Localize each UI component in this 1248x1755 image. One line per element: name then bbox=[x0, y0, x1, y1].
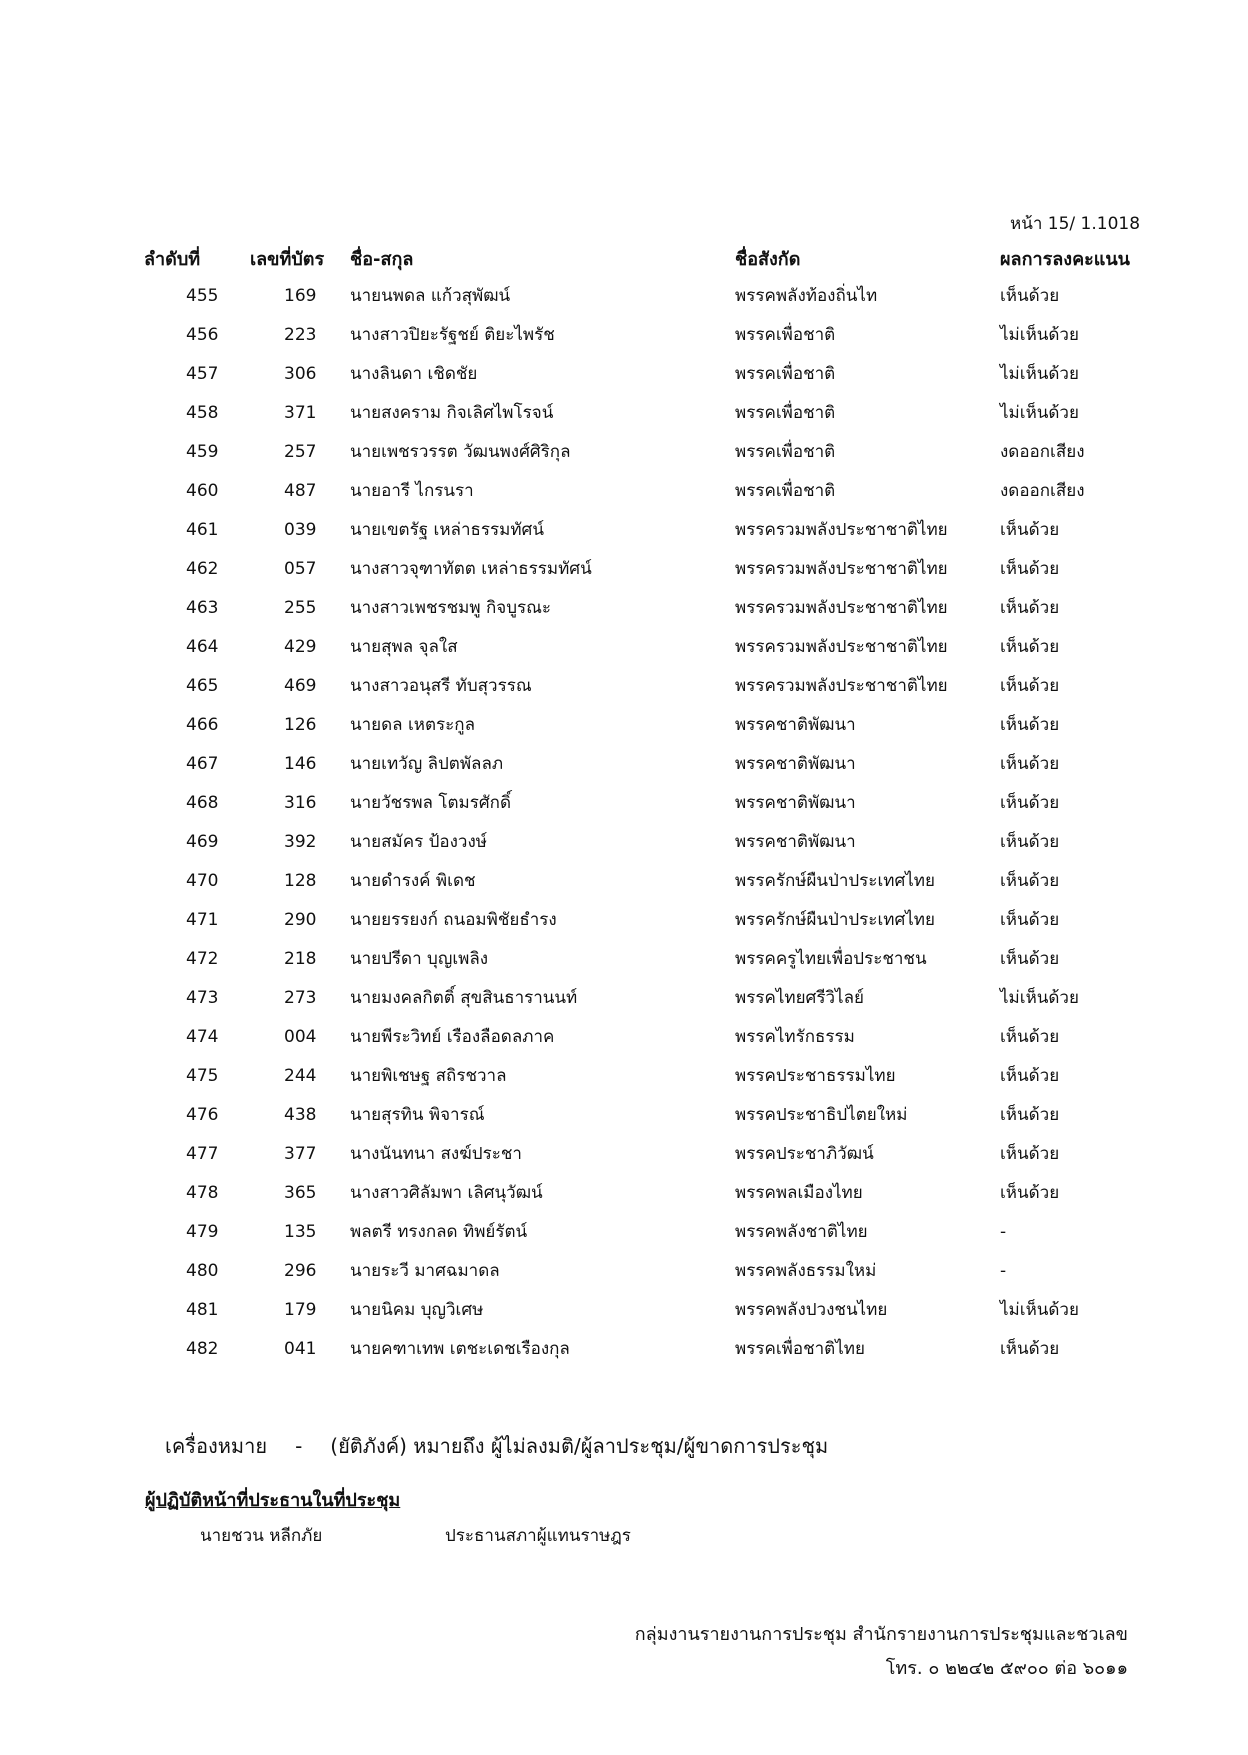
footer-phone: โทร. ๐ ๒๒๔๒ ๕๙๐๐ ต่อ ๖๐๑๑ bbox=[885, 1658, 1128, 1679]
cell-vote: เห็นด้วย bbox=[1000, 286, 1060, 306]
cell-card-number: 273 bbox=[284, 987, 317, 1008]
cell-name: นายเขตรัฐ เหล่าธรรมทัศน์ bbox=[350, 520, 544, 540]
cell-seq: 462 bbox=[186, 558, 219, 579]
footer bbox=[635, 1618, 1128, 1686]
cell-seq: 461 bbox=[186, 519, 219, 540]
cell-name: นางสาวอนุสรี ทับสุวรรณ bbox=[350, 676, 532, 696]
officer-position: ประธานสภาผู้แทนราษฎร bbox=[445, 1526, 631, 1546]
cell-card-number: 487 bbox=[284, 480, 317, 501]
table-row bbox=[140, 315, 1180, 354]
table-row bbox=[140, 744, 1180, 783]
cell-name: นางสาวศิลัมพา เลิศนุวัฒน์ bbox=[350, 1183, 543, 1203]
cell-seq: 474 bbox=[186, 1026, 219, 1047]
cell-seq: 473 bbox=[186, 987, 219, 1008]
cell-vote: ไม่เห็นด้วย bbox=[1000, 364, 1079, 384]
cell-seq: 478 bbox=[186, 1182, 219, 1203]
cell-party: พรรคประชาธรรมไทย bbox=[735, 1066, 896, 1086]
table-row bbox=[140, 861, 1180, 900]
cell-card-number: 146 bbox=[284, 753, 317, 774]
cell-seq: 475 bbox=[186, 1065, 219, 1086]
footer-department: กลุ่มงานรายงานการประชุม สำนักรายงานการประชุมและชวเลข bbox=[634, 1624, 1128, 1645]
cell-party: พรรครวมพลังประชาชาติไทย bbox=[735, 637, 948, 657]
cell-party: พรรคเพื่อชาติไทย bbox=[735, 1339, 865, 1359]
cell-party: พรรคชาติพัฒนา bbox=[735, 793, 856, 813]
cell-card-number: 223 bbox=[284, 324, 317, 345]
cell-seq: 460 bbox=[186, 480, 219, 501]
cell-vote: เห็นด้วย bbox=[1000, 598, 1060, 618]
cell-name: นายพีระวิทย์ เรืองลือดลภาค bbox=[350, 1027, 555, 1047]
table-header-row bbox=[140, 240, 1180, 276]
cell-party: พรรคเพื่อชาติ bbox=[735, 364, 836, 384]
cell-party: พรรคพลังปวงชนไทย bbox=[735, 1300, 888, 1320]
cell-name: นายคฑาเทพ เตชะเดชเรืองกุล bbox=[350, 1339, 570, 1359]
header-vote: ผลการลงคะแนน bbox=[1000, 248, 1130, 270]
cell-vote: เห็นด้วย bbox=[1000, 637, 1060, 657]
cell-card-number: 365 bbox=[284, 1182, 317, 1203]
cell-name: นายเพชรวรรต วัฒนพงศ์ศิริกุล bbox=[350, 442, 571, 462]
cell-party: พรรคพลังท้องถิ่นไท bbox=[735, 286, 878, 306]
cell-card-number: 392 bbox=[284, 831, 317, 852]
cell-seq: 479 bbox=[186, 1221, 219, 1242]
cell-vote: ไม่เห็นด้วย bbox=[1000, 325, 1079, 345]
cell-card-number: 004 bbox=[284, 1026, 317, 1047]
cell-seq: 467 bbox=[186, 753, 219, 774]
table-row bbox=[140, 276, 1180, 315]
page-reference: หน้า 15/ 1.1018 bbox=[1010, 214, 1141, 234]
cell-name: นางสาวจุฑาทัตต เหล่าธรรมทัศน์ bbox=[350, 559, 592, 579]
cell-card-number: 057 bbox=[284, 558, 317, 579]
cell-vote: เห็นด้วย bbox=[1000, 910, 1060, 930]
cell-card-number: 429 bbox=[284, 636, 317, 657]
cell-vote: เห็นด้วย bbox=[1000, 871, 1060, 891]
table-row bbox=[140, 393, 1180, 432]
cell-vote: ไม่เห็นด้วย bbox=[1000, 1300, 1079, 1320]
cell-card-number: 179 bbox=[284, 1299, 317, 1320]
cell-card-number: 296 bbox=[284, 1260, 317, 1281]
cell-name: นางลินดา เชิดชัย bbox=[350, 364, 478, 384]
cell-party: พรรครวมพลังประชาชาติไทย bbox=[735, 559, 948, 579]
cell-card-number: 306 bbox=[284, 363, 317, 384]
cell-card-number: 257 bbox=[284, 441, 317, 462]
cell-seq: 468 bbox=[186, 792, 219, 813]
cell-party: พรรคประชาธิปไตยใหม่ bbox=[735, 1105, 908, 1125]
cell-seq: 477 bbox=[186, 1143, 219, 1164]
table-row bbox=[140, 1056, 1180, 1095]
cell-party: พรรคเพื่อชาติ bbox=[735, 403, 836, 423]
cell-card-number: 469 bbox=[284, 675, 317, 696]
cell-vote: เห็นด้วย bbox=[1000, 832, 1060, 852]
cell-vote: ไม่เห็นด้วย bbox=[1000, 988, 1079, 1008]
cell-name: นางนันทนา สงฆ์ประชา bbox=[350, 1144, 522, 1164]
table-row bbox=[140, 432, 1180, 471]
cell-seq: 466 bbox=[186, 714, 219, 735]
cell-card-number: 244 bbox=[284, 1065, 317, 1086]
cell-name: นายสุรทิน พิจารณ์ bbox=[350, 1105, 485, 1125]
cell-party: พรรคชาติพัฒนา bbox=[735, 832, 856, 852]
cell-party: พรรคประชาภิวัฒน์ bbox=[735, 1144, 874, 1164]
cell-vote: เห็นด้วย bbox=[1000, 1027, 1060, 1047]
table-row bbox=[140, 354, 1180, 393]
cell-vote: เห็นด้วย bbox=[1000, 754, 1060, 774]
cell-name: นายวัชรพล โตมรศักดิ์ bbox=[350, 793, 512, 813]
cell-card-number: 135 bbox=[284, 1221, 317, 1242]
officer-row bbox=[200, 1522, 631, 1549]
cell-name: พลตรี ทรงกลด ทิพย์รัตน์ bbox=[350, 1222, 528, 1242]
legend-label: เครื่องหมาย bbox=[165, 1434, 268, 1458]
cell-seq: 465 bbox=[186, 675, 219, 696]
table-row bbox=[140, 471, 1180, 510]
cell-card-number: 438 bbox=[284, 1104, 317, 1125]
cell-card-number: 316 bbox=[284, 792, 317, 813]
cell-name: นายยรรยงก์ ถนอมพิชัยธำรง bbox=[350, 910, 557, 930]
table-row bbox=[140, 705, 1180, 744]
header-name: ชื่อ-สกุล bbox=[350, 248, 414, 270]
cell-vote: - bbox=[1000, 1260, 1007, 1281]
cell-vote: เห็นด้วย bbox=[1000, 715, 1060, 735]
cell-seq: 456 bbox=[186, 324, 219, 345]
cell-seq: 464 bbox=[186, 636, 219, 657]
cell-party: พรรครวมพลังประชาชาติไทย bbox=[735, 520, 948, 540]
table-row bbox=[140, 627, 1180, 666]
header-seq: ลำดับที่ bbox=[144, 248, 201, 270]
table-row bbox=[140, 1251, 1180, 1290]
cell-party: พรรครักษ์ผืนป่าประเทศไทย bbox=[735, 871, 935, 891]
cell-name: นายอารี ไกรนรา bbox=[350, 481, 474, 501]
cell-vote: - bbox=[1000, 1221, 1007, 1242]
table-row bbox=[140, 1290, 1180, 1329]
cell-seq: 481 bbox=[186, 1299, 219, 1320]
cell-card-number: 377 bbox=[284, 1143, 317, 1164]
table-row bbox=[140, 1095, 1180, 1134]
cell-party: พรรคไทรักธรรม bbox=[735, 1027, 855, 1047]
cell-vote: เห็นด้วย bbox=[1000, 1105, 1060, 1125]
cell-vote: งดออกเสียง bbox=[1000, 442, 1085, 462]
table-row bbox=[140, 900, 1180, 939]
cell-vote: เห็นด้วย bbox=[1000, 520, 1060, 540]
cell-vote: งดออกเสียง bbox=[1000, 481, 1085, 501]
cell-party: พรรคครูไทยเพื่อประชาชน bbox=[735, 949, 927, 969]
table-row bbox=[140, 549, 1180, 588]
cell-party: พรรคเพื่อชาติ bbox=[735, 481, 836, 501]
officer-heading: ผู้ปฏิบัติหน้าที่ประธานในที่ประชุม bbox=[145, 1490, 401, 1511]
cell-name: นายเทวัญ ลิปตพัลลภ bbox=[350, 754, 504, 774]
cell-seq: 457 bbox=[186, 363, 219, 384]
table-row bbox=[140, 510, 1180, 549]
cell-name: นายสงคราม กิจเลิศไพโรจน์ bbox=[350, 403, 554, 423]
cell-party: พรรคไทยศรีวิไลย์ bbox=[735, 988, 864, 1008]
table-row bbox=[140, 783, 1180, 822]
cell-name: นายสมัคร ป้องวงษ์ bbox=[350, 832, 487, 852]
cell-vote: เห็นด้วย bbox=[1000, 676, 1060, 696]
cell-name: นายดล เหตระกูล bbox=[350, 715, 476, 735]
cell-party: พรรคชาติพัฒนา bbox=[735, 715, 856, 735]
cell-party: พรรคพลเมืองไทย bbox=[735, 1183, 863, 1203]
header-card-number: เลขที่บัตร bbox=[250, 248, 325, 270]
cell-name: นางสาวปิยะรัฐชย์ ติยะไพรัช bbox=[350, 325, 555, 345]
cell-party: พรรคเพื่อชาติ bbox=[735, 325, 836, 345]
officer-name: นายชวน หลีกภัย bbox=[200, 1526, 323, 1546]
cell-vote: เห็นด้วย bbox=[1000, 1339, 1060, 1359]
cell-name: นายปรีดา บุญเพลิง bbox=[350, 949, 489, 969]
cell-seq: 482 bbox=[186, 1338, 219, 1359]
cell-seq: 480 bbox=[186, 1260, 219, 1281]
cell-name: นายระวี มาศฉมาดล bbox=[350, 1261, 500, 1281]
table-row bbox=[140, 1329, 1180, 1368]
cell-name: นายพิเชษฐ สถิรชวาล bbox=[350, 1066, 507, 1086]
legend-text: (ยัติภังค์) หมายถึง ผู้ไม่ลงมติ/ผู้ลาประชุม/ผู้ขาดการประชุม bbox=[330, 1434, 829, 1458]
table-row bbox=[140, 822, 1180, 861]
cell-party: พรรคพลังชาติไทย bbox=[735, 1222, 868, 1242]
cell-party: พรรคพลังธรรมใหม่ bbox=[735, 1261, 877, 1281]
cell-party: พรรคชาติพัฒนา bbox=[735, 754, 856, 774]
cell-seq: 472 bbox=[186, 948, 219, 969]
cell-name: นางสาวเพชรชมพู กิจบูรณะ bbox=[350, 598, 552, 618]
table-row bbox=[140, 1017, 1180, 1056]
cell-seq: 470 bbox=[186, 870, 219, 891]
table-row bbox=[140, 1212, 1180, 1251]
cell-party: พรรครวมพลังประชาชาติไทย bbox=[735, 676, 948, 696]
cell-card-number: 169 bbox=[284, 285, 317, 306]
cell-vote: เห็นด้วย bbox=[1000, 1066, 1060, 1086]
cell-card-number: 039 bbox=[284, 519, 317, 540]
cell-vote: ไม่เห็นด้วย bbox=[1000, 403, 1079, 423]
cell-party: พรรครวมพลังประชาชาติไทย bbox=[735, 598, 948, 618]
legend-dash: - bbox=[295, 1434, 303, 1458]
table-row bbox=[140, 939, 1180, 978]
cell-vote: เห็นด้วย bbox=[1000, 559, 1060, 579]
cell-vote: เห็นด้วย bbox=[1000, 1183, 1060, 1203]
cell-seq: 463 bbox=[186, 597, 219, 618]
cell-vote: เห็นด้วย bbox=[1000, 949, 1060, 969]
cell-seq: 458 bbox=[186, 402, 219, 423]
cell-seq: 455 bbox=[186, 285, 219, 306]
legend bbox=[165, 1430, 828, 1462]
cell-card-number: 255 bbox=[284, 597, 317, 618]
cell-name: นายดำรงค์ พิเดช bbox=[350, 871, 476, 891]
cell-seq: 471 bbox=[186, 909, 219, 930]
table-body bbox=[140, 276, 1180, 1368]
cell-card-number: 126 bbox=[284, 714, 317, 735]
cell-seq: 469 bbox=[186, 831, 219, 852]
cell-name: นายนิคม บุญวิเศษ bbox=[350, 1300, 484, 1320]
cell-card-number: 128 bbox=[284, 870, 317, 891]
cell-vote: เห็นด้วย bbox=[1000, 1144, 1060, 1164]
table-row bbox=[140, 978, 1180, 1017]
cell-card-number: 041 bbox=[284, 1338, 317, 1359]
cell-vote: เห็นด้วย bbox=[1000, 793, 1060, 813]
table-row bbox=[140, 666, 1180, 705]
header-party: ชื่อสังกัด bbox=[735, 248, 801, 270]
cell-seq: 459 bbox=[186, 441, 219, 462]
vote-results-table bbox=[140, 240, 1180, 1368]
cell-seq: 476 bbox=[186, 1104, 219, 1125]
cell-name: นายนพดล แก้วสุพัฒน์ bbox=[350, 286, 511, 306]
cell-card-number: 290 bbox=[284, 909, 317, 930]
cell-name: นายสุพล จุลใส bbox=[350, 637, 458, 657]
table-row bbox=[140, 1173, 1180, 1212]
cell-name: นายมงคลกิตติ์ สุขสินธารานนท์ bbox=[350, 988, 578, 1008]
table-row bbox=[140, 588, 1180, 627]
cell-party: พรรครักษ์ผืนป่าประเทศไทย bbox=[735, 910, 935, 930]
cell-card-number: 371 bbox=[284, 402, 317, 423]
table-row bbox=[140, 1134, 1180, 1173]
cell-card-number: 218 bbox=[284, 948, 317, 969]
cell-party: พรรคเพื่อชาติ bbox=[735, 442, 836, 462]
